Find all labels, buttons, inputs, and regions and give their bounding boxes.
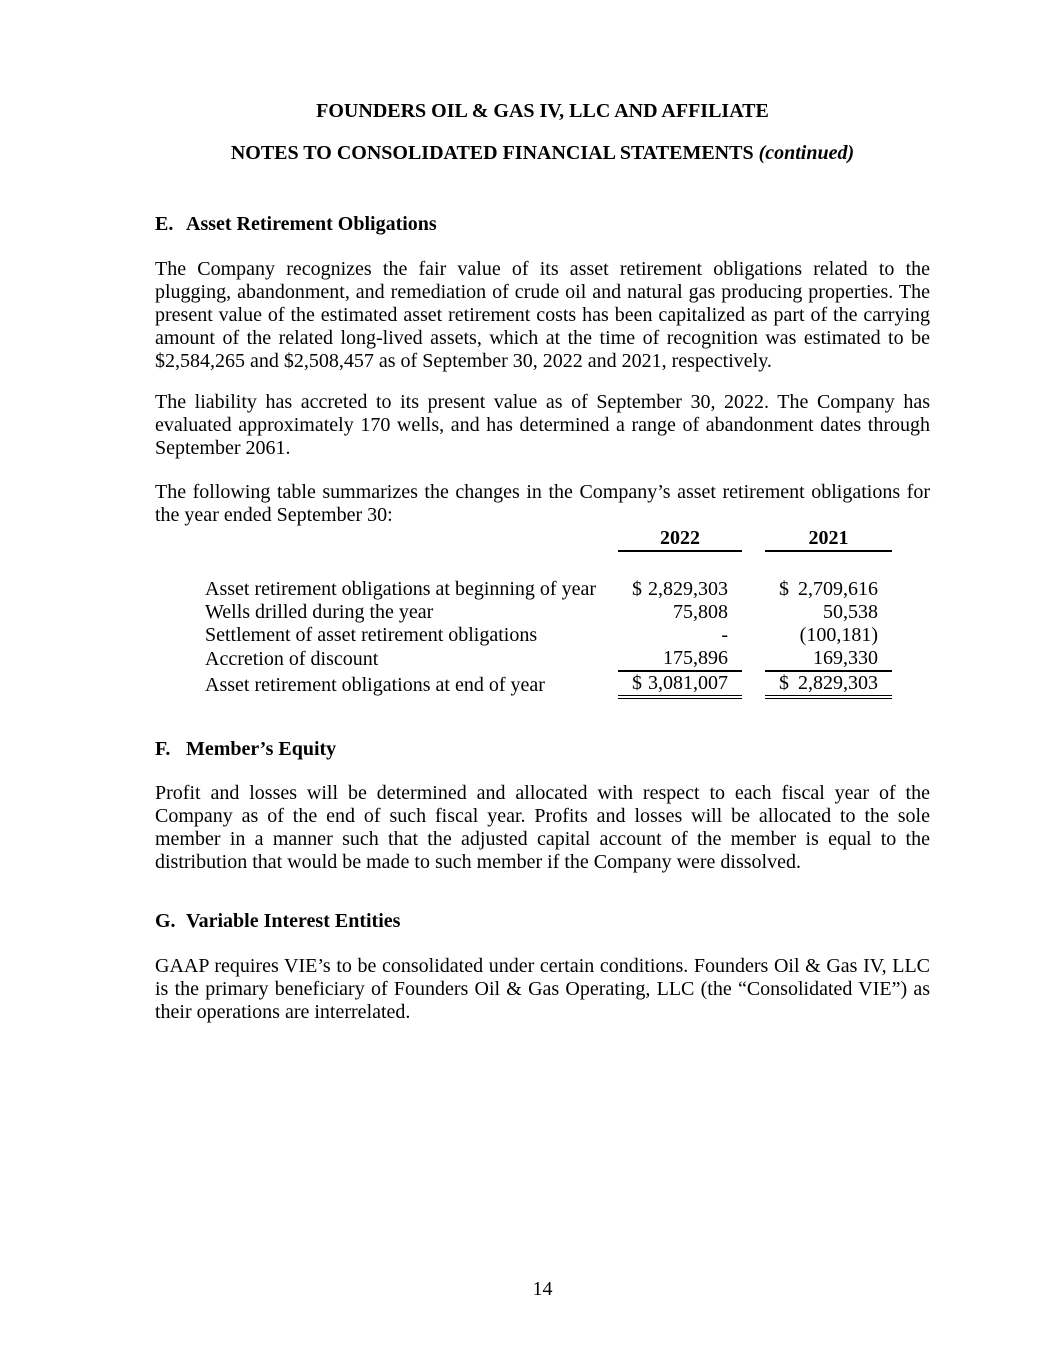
row-label: Wells drilled during the year	[205, 601, 434, 623]
value-2022: -	[721, 624, 728, 646]
value-cell-2021	[765, 647, 892, 671]
value-2021: (100,181)	[799, 624, 878, 646]
value-cell-2021	[765, 624, 892, 647]
section-g-paragraph-1: GAAP requires VIE’s to be consolidated under certain conditions. Founders Oil & Gas IV, LLC is the primary beneficiary of Founders Oil & Gas Operating, LLC (the “Consolidated VIE”) as their operations are interrelated.	[155, 955, 930, 1023]
value-cell-2022	[618, 624, 742, 647]
section-g-heading	[155, 910, 930, 933]
section-f-letter: F.	[155, 738, 171, 760]
section-f-paragraph-1: Profit and losses will be determined and allocated with respect to each fiscal year of the Company as of the end of such fiscal year. Profits and losses will be allocated to the sole member in a manner such that the adjusted capital account of the member is equal to the distribution that would be made to such member if the Company were dissolved.	[155, 782, 930, 873]
doc-title-notes-main: NOTES TO CONSOLIDATED FINANCIAL STATEMENTS	[230, 142, 759, 164]
currency-symbol: $	[779, 672, 789, 694]
value-2021: 2,829,303	[798, 672, 878, 694]
value-cell-2022	[618, 671, 742, 697]
value-2021: 2,709,616	[798, 578, 878, 600]
currency-symbol: $	[632, 672, 642, 694]
value-2022: 3,081,007	[648, 672, 728, 694]
section-e-title: Asset Retirement Obligations	[186, 213, 437, 235]
value-cell-2021	[765, 578, 892, 601]
section-e-heading	[155, 213, 930, 236]
section-e-paragraph-2: The liability has accreted to its present value as of September 30, 2022. The Company has evaluated approximately 170 wells, and has determined a range of abandonment dates through September 2061.	[155, 391, 930, 459]
section-g-letter: G.	[155, 910, 176, 932]
value-2021: 169,330	[813, 647, 878, 669]
table-spacer-row	[155, 551, 892, 578]
doc-title-company: FOUNDERS OIL & GAS IV, LLC AND AFFILIATE	[316, 100, 769, 122]
table-row-wells-drilled	[155, 601, 892, 624]
row-label: Settlement of asset retirement obligations	[205, 624, 538, 646]
table-header-row	[155, 527, 892, 551]
asset-retirement-obligations-table	[155, 527, 892, 699]
table-row-accretion	[155, 647, 892, 671]
row-label: Accretion of discount	[205, 648, 379, 670]
value-2021: 50,538	[823, 601, 878, 623]
page-number: 14	[532, 1278, 553, 1300]
section-e-letter: E.	[155, 213, 174, 235]
table-row-settlement	[155, 624, 892, 647]
section-e-paragraph-1: The Company recognizes the fair value of its asset retirement obligations related to the plugging, abandonment, and remediation of crude oil and natural gas producing properties. The present value of the estimated asset retirement costs has been capitalized as part of the carrying amount of the related long-lived assets, which at the time of recognition was estimated to be $2,584,265 and $2,508,457 as of September 30, 2022 and 2021, respectively.	[155, 258, 930, 372]
row-label: Asset retirement obligations at end of year	[205, 674, 545, 696]
value-2022: 75,808	[673, 601, 728, 623]
value-cell-2021	[765, 671, 892, 697]
table-row-end-of-year-total	[155, 671, 892, 697]
doc-title-notes	[155, 142, 930, 165]
value-cell-2022	[618, 578, 742, 601]
section-g-title: Variable Interest Entities	[186, 910, 401, 932]
value-2022: 175,896	[663, 647, 728, 669]
table-row-beginning-of-year	[155, 578, 892, 601]
currency-symbol: $	[632, 578, 642, 600]
value-cell-2022	[618, 647, 742, 671]
table-col-header-2021: 2021	[765, 527, 892, 551]
section-e-paragraph-3: The following table summarizes the changes in the Company’s asset retirement obligations for the year ended September 30:	[155, 481, 930, 526]
doc-title-notes-continued: (continued)	[758, 142, 855, 164]
section-f-title: Member’s Equity	[186, 738, 337, 760]
section-f-heading	[155, 738, 930, 761]
table-col-header-2022: 2022	[618, 527, 742, 551]
row-label: Asset retirement obligations at beginning of year	[205, 578, 597, 600]
value-cell-2022	[618, 601, 742, 624]
currency-symbol: $	[779, 578, 789, 600]
value-2022: 2,829,303	[648, 578, 728, 600]
value-cell-2021	[765, 601, 892, 624]
